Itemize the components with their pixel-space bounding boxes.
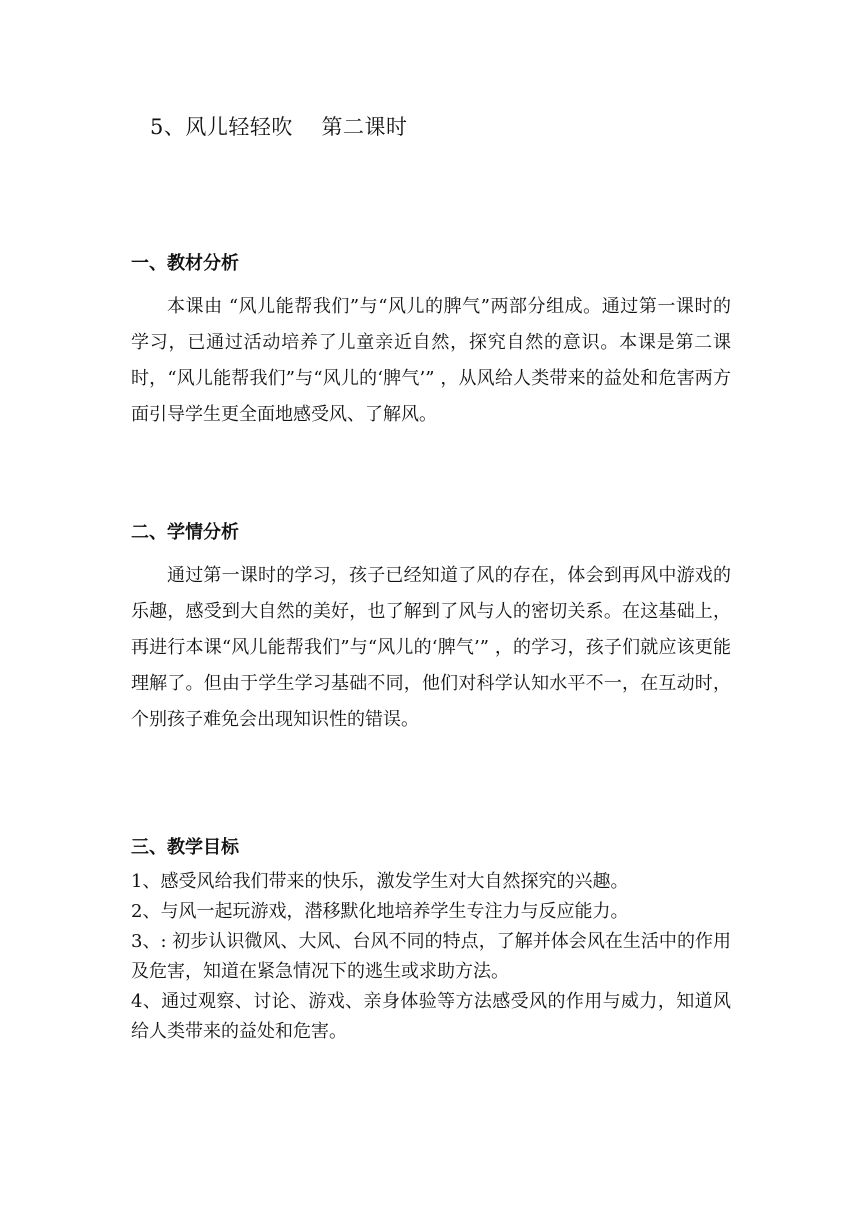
section-heading: 二、学情分析 xyxy=(131,522,239,543)
section-paragraph: 本课由 “风儿能帮我们”与“风儿的脾气”两部分组成。通过第一课时的学习，已通过活动培养了儿童亲近自然，探究自然的意识。本课是第二课时，“风儿能帮我们”与“风儿的‘脾气’” ，从风给人类带来的益处和危害两方面引导学生更全面地感受风、了解风。 xyxy=(131,296,731,425)
list-item: 4、通过观察、讨论、游戏、亲身体验等方法感受风的作用与威力，知道风给人类带来的益处和危害。 xyxy=(131,991,731,1042)
document-title: 5、风儿轻轻吹 第二课时 xyxy=(150,115,408,139)
section-student-analysis xyxy=(131,520,731,738)
list-item: 3、: 初步认识微风、大风、台风不同的特点，了解并体会风在生活中的作用及危害，知道在紧急情况下的逃生或求助方法。 xyxy=(131,931,731,982)
section-teaching-goals xyxy=(131,835,731,1047)
section-textbook-analysis xyxy=(131,251,731,433)
list-item: 2、与风一起玩游戏，潜移默化地培养学生专注力与反应能力。 xyxy=(131,901,629,922)
section-paragraph: 通过第一课时的学习，孩子已经知道了风的存在，体会到再风中游戏的乐趣，感受到大自然的美好，也了解到了风与人的密切关系。在这基础上，再进行本课“风儿能帮我们”与“风儿的‘脾气’” ，的学习，孩子们就应该更能理解了。但由于学生学习基础不同，他们对科学认知水平不一，在互动时，个别孩子难免会出现知识性的错误。 xyxy=(131,565,731,730)
list-item: 1、感受风给我们带来的快乐，激发学生对大自然探究的兴趣。 xyxy=(131,871,629,892)
goals-list xyxy=(131,867,731,1047)
section-heading: 三、教学目标 xyxy=(131,837,239,858)
section-heading: 一、教材分析 xyxy=(131,253,239,274)
